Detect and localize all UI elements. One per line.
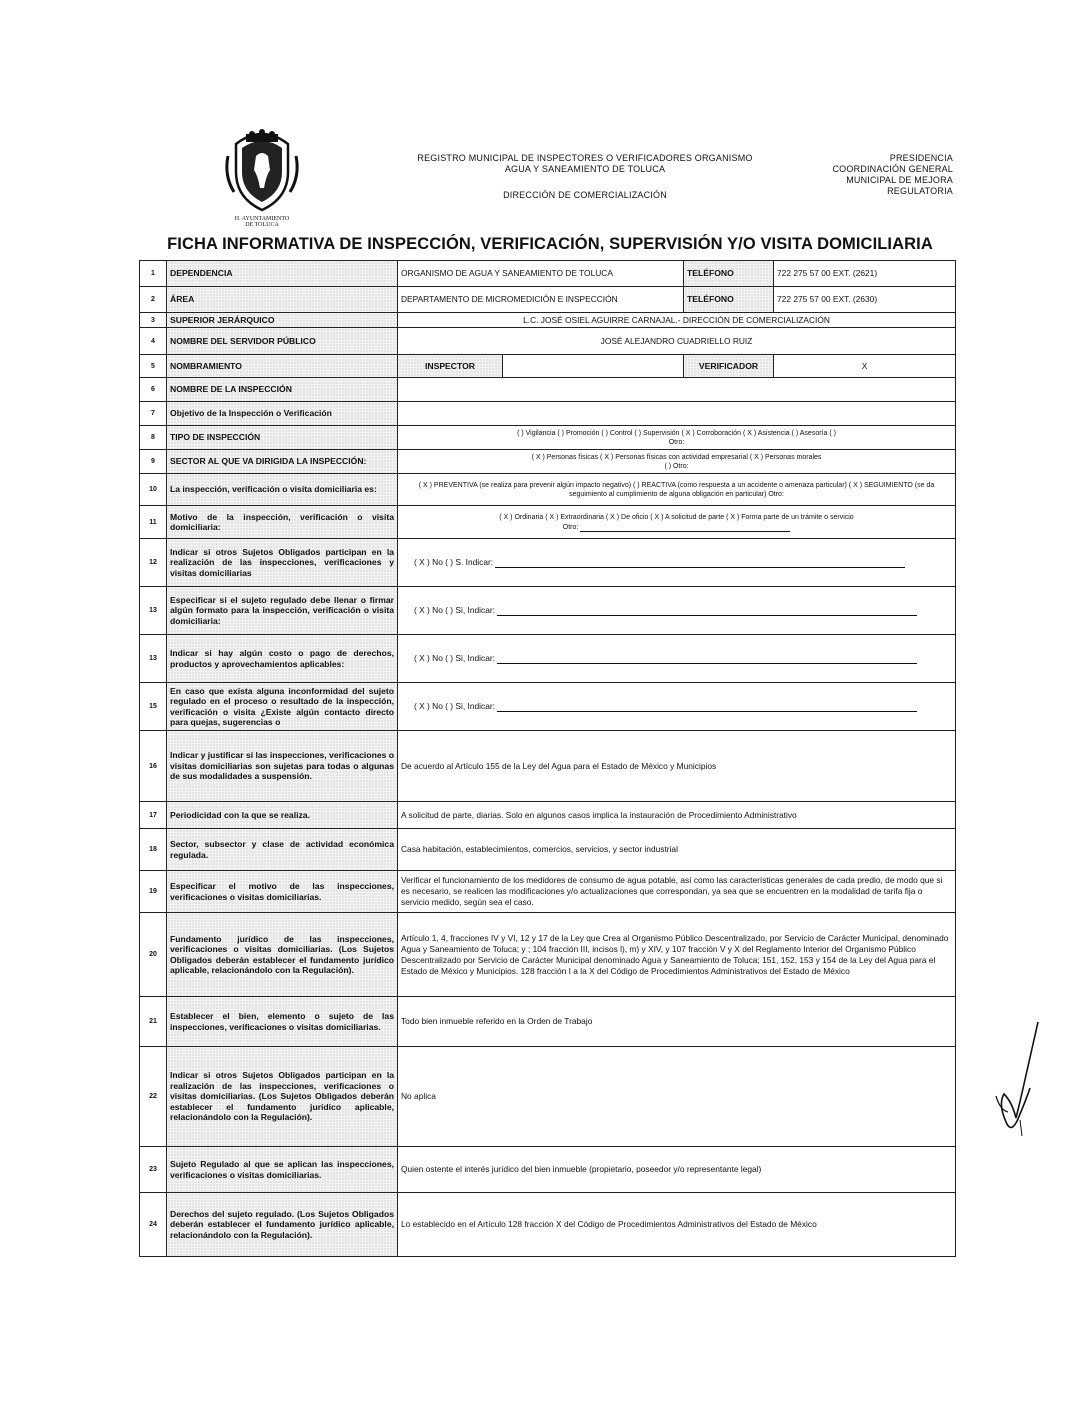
field-label: ÁREA	[167, 287, 398, 313]
field-value: A solicitud de parte, diarias. Solo en algunos casos implica la instauración de Procedimiento Administrativo	[398, 802, 956, 829]
field-value	[398, 378, 956, 402]
field-value: ( X ) No ( ) Si, Indicar:	[398, 635, 956, 683]
table-row: 21 Establecer el bien, elemento o sujeto de las inspecciones, verificaciones o visitas domiciliarias. Todo bien inmueble referido en la Orden de Trabajo	[140, 997, 956, 1047]
field-value: ( X ) Ordinaria ( X ) Extraordinaria ( X ) De oficio ( X ) A solicitud de parte ( X ) Forma parte de un trámite o servicio Otro:	[398, 506, 956, 539]
table-row: 13 Indicar si hay algún costo o pago de derechos, productos y aprovechamientos aplicables: ( X ) No ( ) Si, Indicar:	[140, 635, 956, 683]
field-label: NOMBRAMIENTO	[167, 355, 398, 378]
field-label: Derechos del sujeto regulado. (Los Sujetos Obligados deberán establecer el fundamento jurídico aplicable, relacionándolo con la Regulación).	[167, 1193, 398, 1257]
header-center-block	[395, 153, 775, 201]
field-label: Indicar si otros Sujetos Obligados participan en la realización de las inspecciones, verificaciones y visitas domiciliarias	[167, 539, 398, 587]
inspector-label: INSPECTOR	[398, 355, 503, 378]
table-row: 15 En caso que exista alguna inconformidad del sujeto regulado en el proceso o resultado de la inspección, verificación o visita ¿Existe algún contacto directo para quejas, sugerencias o ( X ) No ( ) Si, Indicar:	[140, 683, 956, 731]
field-value: ( X ) No ( ) Si, Indicar:	[398, 683, 956, 731]
table-row: 7 Objetivo de la Inspección o Verificación	[140, 402, 956, 426]
document-title: FICHA INFORMATIVA DE INSPECCIÓN, VERIFICACIÓN, SUPERVISIÓN Y/O VISITA DOMICILIARIA	[167, 235, 933, 253]
phone-value: 722 275 57 00 EXT. (2621)	[774, 261, 956, 287]
signature-icon	[990, 1018, 1050, 1140]
coat-of-arms-icon	[222, 126, 302, 214]
field-value: ( ) Vigilancia ( ) Promoción ( ) Control ( ) Supervisión ( X ) Corroboración ( X ) Asistencia ( ) Asesoría ( ) Otro:	[398, 426, 956, 450]
field-value: Todo bien inmueble referido en la Orden de Trabajo	[398, 997, 956, 1047]
field-label: Establecer el bien, elemento o sujeto de las inspecciones, verificaciones o visitas domiciliarias.	[167, 997, 398, 1047]
field-label: Sujeto Regulado al que se aplican las inspecciones, verificaciones o visitas domiciliarias.	[167, 1147, 398, 1193]
field-label: SECTOR AL QUE VA DIRIGIDA LA INSPECCIÓN:	[167, 450, 398, 474]
table-row: 3 SUPERIOR JERÁRQUICO L.C. JOSÉ OSIEL AGUIRRE CARNAJAL.- DIRECCIÓN DE COMERCIALIZACIÓN	[140, 313, 956, 328]
field-value: ORGANISMO DE AGUA Y SANEAMIENTO DE TOLUCA	[398, 261, 684, 287]
field-label: La inspección, verificación o visita domiciliaria es:	[167, 474, 398, 506]
table-row: 17 Periodicidad con la que se realiza. A solicitud de parte, diarias. Solo en algunos casos implica la instauración de Procedimiento Administrativo	[140, 802, 956, 829]
table-row: 8 TIPO DE INSPECCIÓN ( ) Vigilancia ( ) Promoción ( ) Control ( ) Supervisión ( X ) Corroboración ( X ) Asistencia ( ) Asesoría ( ) Otro:	[140, 426, 956, 450]
table-row: 20 Fundamento jurídico de las inspecciones, verificaciones o visitas domiciliarias. (Los Sujetos Obligados deberán establecer el fundamento jurídico aplicable, relacionándolo con la Regulación). Artículo 1, 4, fracciones IV y VI, 12 y 17 de la Ley que Crea al Organismo Público Descentralizado, por Servicio de Carácter Municipal, denominado Agua y Saneamiento de Toluca; y ; 104 fracción III, incisos l), m) y XIV, y 107 fracción V y X del Reglamento Interior del Organismo Público Descentralizado por Servicio de Carácter Municipal denominado Agua y Saneamiento de Toluca; 151, 152, 153 y 154 de la Ley del Agua para el Estado de México y Municipios. 128 fracción I a la X del Código de Procedimientos Administrativos del Estado de México	[140, 913, 956, 997]
phone-label: TELÉFONO	[684, 287, 774, 313]
field-label: Indicar si hay algún costo o pago de derechos, productos y aprovechamientos aplicables:	[167, 635, 398, 683]
inspector-mark	[503, 355, 684, 378]
handwritten-signature	[990, 1018, 1050, 1140]
table-row: 24 Derechos del sujeto regulado. (Los Sujetos Obligados deberán establecer el fundamento jurídico aplicable, relacionándolo con la Regulación). Lo establecido en el Artículo 128 fracción X del Código de Procedimientos Administrativos del Estado de México	[140, 1193, 956, 1257]
table-row: 6 NOMBRE DE LA INSPECCIÓN	[140, 378, 956, 402]
table-row: 9 SECTOR AL QUE VA DIRIGIDA LA INSPECCIÓN: ( X ) Personas físicas ( X ) Personas físicas con actividad empresarial ( X ) Personas morales ( ) Otro:	[140, 450, 956, 474]
table-row: 4 NOMBRE DEL SERVIDOR PÚBLICO JOSÉ ALEJANDRO CUADRIELLO RUIZ	[140, 328, 956, 355]
field-label: Especificar el motivo de las inspecciones, verificaciones o visitas domiciliarias.	[167, 871, 398, 913]
field-label: Indicar si otros Sujetos Obligados participan en la realización de las inspecciones, verificaciones o visitas domiciliarias. (Los Sujetos Obligados deberán establecer el fundamento jurídico aplicable, relacionándolo con la Regulación).	[167, 1047, 398, 1147]
verifier-label: VERIFICADOR	[684, 355, 774, 378]
field-label: DEPENDENCIA	[167, 261, 398, 287]
field-value: ( X ) No ( ) Si, Indicar:	[398, 587, 956, 635]
field-value: Verificar el funcionamiento de los medidores de consumo de agua potable, así como las características generales de cada predio, de modo que si es necesario, se realicen las modificaciones y/o actualizaciones que correspondan, ya sea que se encuentren en la modalidad de tarifa fija o servicio medido, según sea el caso.	[398, 871, 956, 913]
field-value: ( X ) No ( ) S. Indicar:	[398, 539, 956, 587]
phone-value: 722 275 57 00 EXT. (2630)	[774, 287, 956, 313]
field-label: En caso que exista alguna inconformidad del sujeto regulado en el proceso o resultado de la inspección, verificación o visita ¿Existe algún contacto directo para quejas, sugerencias o	[167, 683, 398, 731]
table-row: 12 Indicar si otros Sujetos Obligados participan en la realización de las inspecciones, verificaciones y visitas domiciliarias ( X ) No ( ) S. Indicar:	[140, 539, 956, 587]
table-row: 2 ÁREA DEPARTAMENTO DE MICROMEDICIÓN E INSPECCIÓN TELÉFONO 722 275 57 00 EXT. (2630)	[140, 287, 956, 313]
field-value: ( X ) PREVENTIVA (se realiza para prevenir algún impacto negativo) ( ) REACTIVA (como respuesta a un accidente o amenaza particular) ( X ) SEGUIMIENTO (se da seguimiento al cumplimiento de alguna obligación en particular) Otro:	[398, 474, 956, 506]
field-value: DEPARTAMENTO DE MICROMEDICIÓN E INSPECCIÓN	[398, 287, 684, 313]
field-value: Lo establecido en el Artículo 128 fracción X del Código de Procedimientos Administrativos del Estado de México	[398, 1193, 956, 1257]
organism-name: AGUA Y SANEAMIENTO DE TOLUCA	[504, 164, 666, 174]
registry-title: REGISTRO MUNICIPAL DE INSPECTORES O VERIFICADORES ORGANISMO	[417, 153, 753, 163]
table-row: 5 NOMBRAMIENTO INSPECTOR VERIFICADOR X	[140, 355, 956, 378]
field-label: TIPO DE INSPECCIÓN	[167, 426, 398, 450]
field-label: NOMBRE DE LA INSPECCIÓN	[167, 378, 398, 402]
field-value: L.C. JOSÉ OSIEL AGUIRRE CARNAJAL.- DIRECCIÓN DE COMERCIALIZACIÓN	[398, 313, 956, 328]
table-row: 13 Especificar si el sujeto regulado debe llenar o firmar algún formato para la inspección, verificación o visita domiciliaria: ( X ) No ( ) Si, Indicar:	[140, 587, 956, 635]
table-row: 18 Sector, subsector y clase de actividad económica regulada. Casa habitación, establecimientos, comercios, servicios, y sector industrial	[140, 829, 956, 871]
table-row: 16 Indicar y justificar si las inspecciones, verificaciones o visitas domiciliarias son sujetas para todas o algunas de sus modalidades a suspensión. De acuerdo al Artículo 155 de la Ley del Agua para el Estado de México y Municipios	[140, 731, 956, 802]
direction-name: DIRECCIÓN DE COMERCIALIZACIÓN	[503, 190, 667, 200]
header-right-block: PRESIDENCIA COORDINACIÓN GENERAL MUNICIPAL DE MEJORA REGULATORIA	[832, 153, 953, 196]
field-label: Fundamento jurídico de las inspecciones, verificaciones o visitas domiciliarias. (Los Sujetos Obligados deberán establecer el fundamento jurídico aplicable, relacionándolo con la Regulación).	[167, 913, 398, 997]
table-row: 11 Motivo de la inspección, verificación o visita domiciliaria: ( X ) Ordinaria ( X ) Extraordinaria ( X ) De oficio ( X ) A solicitud de parte ( X ) Forma parte de un trámite o servicio Otro:	[140, 506, 956, 539]
table-row: 23 Sujeto Regulado al que se aplican las inspecciones, verificaciones o visitas domiciliarias. Quien ostente el interés jurídico del bien inmueble (propietario, poseedor y/o representante legal)	[140, 1147, 956, 1193]
field-value: Artículo 1, 4, fracciones IV y VI, 12 y 17 de la Ley que Crea al Organismo Público Descentralizado, por Servicio de Carácter Municipal, denominado Agua y Saneamiento de Toluca; y ; 104 fracción III, incisos l), m) y XIV, y 107 fracción V y X del Reglamento Interior del Organismo Público Descentralizado por Servicio de Carácter Municipal denominado Agua y Saneamiento de Toluca; 151, 152, 153 y 154 de la Ley del Agua para el Estado de México y Municipios. 128 fracción I a la X del Código de Procedimientos Administrativos del Estado de México	[398, 913, 956, 997]
field-value: Quien ostente el interés jurídico del bien inmueble (propietario, poseedor y/o representante legal)	[398, 1147, 956, 1193]
table-row: 19 Especificar el motivo de las inspecciones, verificaciones o visitas domiciliarias. Verificar el funcionamiento de los medidores de consumo de agua potable, así como las características generales de cada predio, de modo que si es necesario, se realicen las modificaciones y/o actualizaciones que correspondan, ya sea que se encuentren en la modalidad de tarifa fija o servicio medido, según sea el caso.	[140, 871, 956, 913]
field-label: Indicar y justificar si las inspecciones, verificaciones o visitas domiciliarias son sujetas para todas o algunas de sus modalidades a suspensión.	[167, 731, 398, 802]
table-row: 22 Indicar si otros Sujetos Obligados participan en la realización de las inspecciones, verificaciones o visitas domiciliarias. (Los Sujetos Obligados deberán establecer el fundamento jurídico aplicable, relacionándolo con la Regulación). No aplica	[140, 1047, 956, 1147]
logo-caption: H. AYUNTAMIENTO DE TOLUCA	[234, 216, 290, 228]
field-label: NOMBRE DEL SERVIDOR PÚBLICO	[167, 328, 398, 355]
field-value	[398, 402, 956, 426]
field-label: Sector, subsector y clase de actividad económica regulada.	[167, 829, 398, 871]
field-value: No aplica	[398, 1047, 956, 1147]
field-label: SUPERIOR JERÁRQUICO	[167, 313, 398, 328]
field-value: Casa habitación, establecimientos, comercios, servicios, y sector industrial	[398, 829, 956, 871]
field-label: Objetivo de la Inspección o Verificación	[167, 402, 398, 426]
field-value: ( X ) Personas físicas ( X ) Personas físicas con actividad empresarial ( X ) Personas morales ( ) Otro:	[398, 450, 956, 474]
verifier-mark: X	[774, 355, 956, 378]
field-label: Motivo de la inspección, verificación o visita domiciliaria:	[167, 506, 398, 539]
phone-label: TELÉFONO	[684, 261, 774, 287]
field-value: JOSÉ ALEJANDRO CUADRIELLO RUIZ	[398, 328, 956, 355]
table-row: 10 La inspección, verificación o visita domiciliaria es: ( X ) PREVENTIVA (se realiza para prevenir algún impacto negativo) ( ) REACTIVA (como respuesta a un accidente o amenaza particular) ( X ) SEGUIMIENTO (se da seguimiento al cumplimiento de alguna obligación en particular) Otro:	[140, 474, 956, 506]
table-row: 1 DEPENDENCIA ORGANISMO DE AGUA Y SANEAMIENTO DE TOLUCA TELÉFONO 722 275 57 00 EXT. (2621)	[140, 261, 956, 287]
field-label: Especificar si el sujeto regulado debe llenar o firmar algún formato para la inspección, verificación o visita domiciliaria:	[167, 587, 398, 635]
inspection-form-table	[139, 260, 956, 1257]
field-value: De acuerdo al Artículo 155 de la Ley del Agua para el Estado de México y Municipios	[398, 731, 956, 802]
field-label: Periodicidad con la que se realiza.	[167, 802, 398, 829]
municipal-coat-of-arms	[222, 126, 302, 230]
